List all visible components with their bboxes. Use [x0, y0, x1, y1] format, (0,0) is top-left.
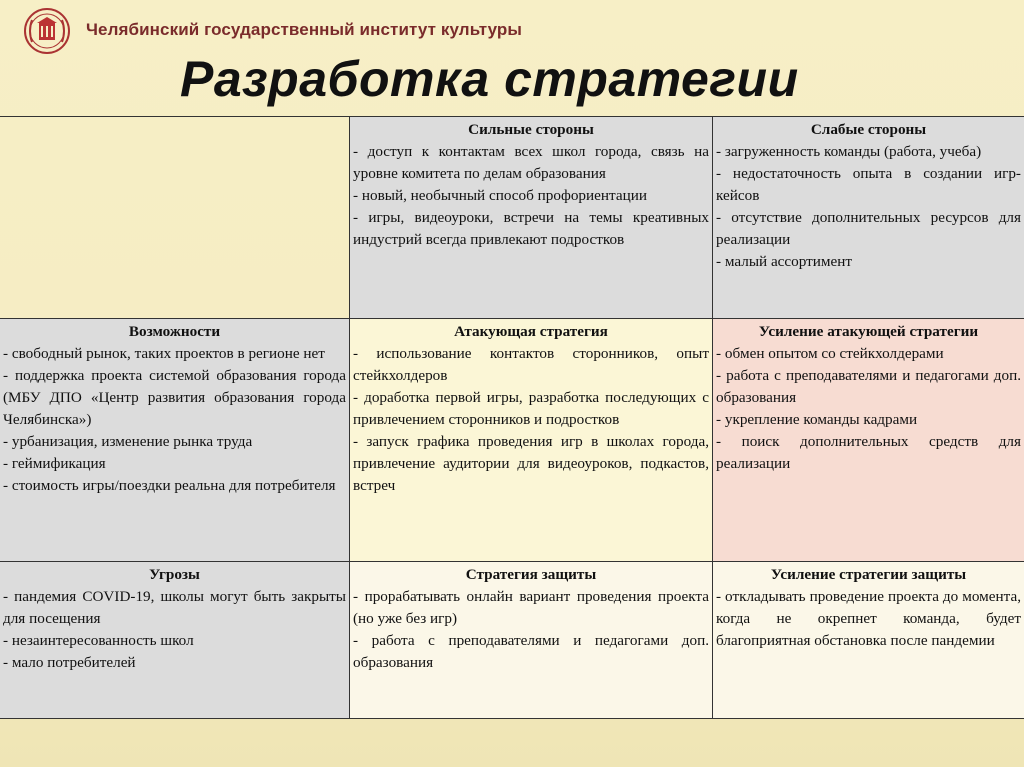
list-item: - отсутствие дополнительных ресурсов для реализации	[716, 209, 1021, 248]
institution-name: Челябинский государственный институт культуры	[86, 20, 523, 39]
list-item: - мало потребителей	[3, 654, 136, 671]
opportunities-heading: Возможности	[128, 323, 221, 340]
strengths-cell	[350, 117, 713, 319]
institute-logo-icon	[22, 6, 72, 56]
attack-strategy-cell	[350, 319, 713, 562]
list-item: - работа с преподавателями и педагогами доп. образования	[353, 632, 709, 671]
list-item: - обмен опытом со стейкхолдерами	[716, 345, 944, 362]
weaknesses-cell	[713, 117, 1024, 319]
list-item: - малый ассортимент	[716, 253, 853, 270]
attack-reinforcement-heading: Усиление атакующей стратегии	[758, 323, 979, 340]
weaknesses-heading: Слабые стороны	[810, 121, 927, 138]
slide-header	[0, 0, 1024, 112]
list-item: - стоимость игры/поездки реальна для потребителя	[3, 477, 336, 494]
list-item: - поиск дополнительных средств для реализации	[716, 433, 1021, 472]
attack-strategy-heading: Атакующая стратегия	[454, 323, 608, 340]
attack-reinforcement-cell	[713, 319, 1024, 562]
list-item: - новый, необычный способ профориентации	[353, 187, 647, 204]
list-item: - откладывать проведение проекта до момента, когда не окрепнет команда, будет благоприятная обстановка после пандемии	[716, 588, 1021, 649]
list-item: - прорабатывать онлайн вариант проведения проекта (но уже без игр)	[353, 588, 709, 627]
defense-reinforcement-heading: Усиление стратегии защиты	[770, 566, 967, 583]
list-item: - использование контактов сторонников, опыт стейкхолдеров	[353, 345, 709, 384]
defense-reinforcement-cell	[713, 562, 1024, 719]
threats-cell	[0, 562, 350, 719]
list-item: - доработка первой игры, разработка последующих с привлечением сторонников и подростков	[353, 389, 709, 428]
list-item: - поддержка проекта системой образования города (МБУ ДПО «Центр развития образования города Челябинска»)	[3, 367, 346, 428]
list-item: - геймификация	[3, 455, 106, 472]
strengths-heading: Сильные стороны	[468, 121, 594, 138]
defense-strategy-heading: Стратегия защиты	[465, 566, 597, 583]
list-item: - работа с преподавателями и педагогами доп. образования	[716, 367, 1021, 406]
list-item: - загруженность команды (работа, учеба)	[716, 143, 982, 160]
list-item: - незаинтересованность школ	[3, 632, 194, 649]
list-item: - доступ к контактам всех школ города, связь на уровне комитета по делам образования	[353, 143, 709, 182]
list-item: - урбанизация, изменение рынка труда	[3, 433, 253, 450]
list-item: - свободный рынок, таких проектов в регионе нет	[3, 345, 325, 362]
list-item: - пандемия COVID-19, школы могут быть закрыты для посещения	[3, 588, 346, 627]
list-item: - укрепление команды кадрами	[716, 411, 918, 428]
page-title: Разработка стратегии	[180, 51, 799, 107]
list-item: - недостаточность опыта в создании игр-кейсов	[716, 165, 1021, 204]
empty-corner-cell	[0, 117, 350, 319]
opportunities-cell	[0, 319, 350, 562]
list-item: - запуск графика проведения игр в школах города, привлечение аудитории для видеоуроков, подкастов, встреч	[353, 433, 709, 494]
swot-matrix	[0, 116, 1024, 719]
threats-heading: Угрозы	[149, 566, 200, 583]
defense-strategy-cell	[350, 562, 713, 719]
list-item: - игры, видеоуроки, встречи на темы креативных индустрий всегда привлекают подростков	[353, 209, 709, 248]
